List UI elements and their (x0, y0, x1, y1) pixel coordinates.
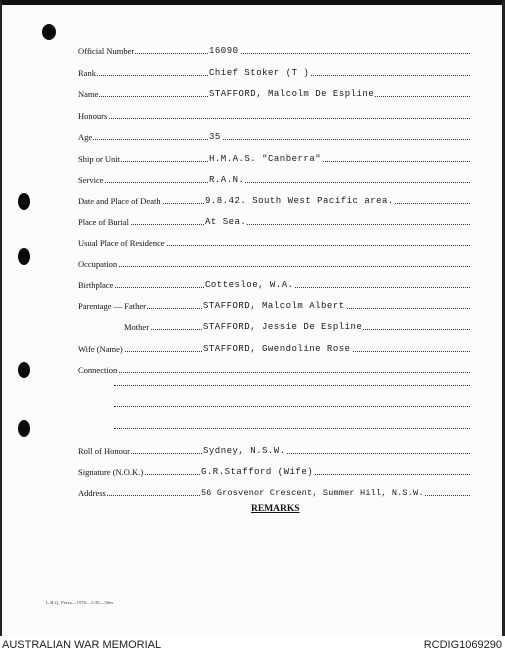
label-usual-residence: Usual Place of Residence (78, 238, 165, 248)
label-rank: Rank (78, 68, 96, 78)
label-honours: Honours (78, 111, 108, 121)
value-roll-of-honour: Sydney, N.S.W. (203, 446, 286, 456)
blank-line (114, 385, 470, 386)
label-connection: Connection (78, 365, 118, 375)
label-occupation: Occupation (78, 259, 118, 269)
label-date-place-death: Date and Place of Death (78, 196, 161, 206)
value-ship-or-unit: H.M.A.S. "Canberra" (209, 154, 322, 164)
value-name: STAFFORD, Malcolm De Espline (209, 89, 375, 99)
printer-imprint: L.H.Q. Press—1976—1/45—30m. (46, 600, 115, 605)
value-father: STAFFORD, Malcolm Albert (203, 301, 345, 311)
footer-institution: AUSTRALIAN WAR MEMORIAL (2, 639, 162, 651)
value-place-of-burial: At Sea. (205, 217, 247, 227)
label-ship-or-unit: Ship or Unit (78, 154, 121, 164)
label-wife: Wife (Name) (78, 344, 123, 354)
value-service: R.A.N. (209, 175, 245, 185)
value-age: 35 (209, 132, 221, 142)
label-place-of-burial: Place of Burial (78, 217, 129, 227)
value-rank: Chief Stoker (T ) (209, 68, 310, 78)
scan-top-edge (0, 0, 505, 5)
blank-line (114, 406, 470, 407)
remarks-heading: REMARKS (251, 504, 300, 514)
punch-hole (18, 193, 30, 210)
label-mother: Mother (124, 322, 150, 332)
punch-hole (18, 362, 30, 378)
label-roll-of-honour: Roll of Honour (78, 446, 130, 456)
value-birthplace: Cottesloe, W.A. (205, 280, 294, 290)
value-signature: G.R.Stafford (Wife) (201, 467, 314, 477)
archive-footer (0, 636, 505, 654)
punch-hole (42, 24, 56, 40)
label-official-number: Official Number (78, 46, 135, 56)
label-age: Age (78, 132, 93, 142)
value-wife: STAFFORD, Gwendoline Rose (203, 344, 351, 354)
label-service: Service (78, 175, 104, 185)
scan-left-edge (0, 0, 2, 636)
punch-hole (18, 248, 30, 265)
blank-line (114, 428, 470, 429)
value-official-number: 16090 (209, 46, 239, 56)
value-mother: STAFFORD, Jessie De Espline (203, 322, 363, 332)
label-father: Parentage — Father (78, 301, 146, 311)
footer-record-id: RCDIG1069290 (423, 639, 502, 651)
value-date-place-death: 9.8.42. South West Pacific area. (205, 196, 394, 206)
label-birthplace: Birthplace (78, 280, 114, 290)
value-address: 56 Grosvenor Crescent, Summer Hill, N.S.W. (201, 488, 424, 498)
label-name: Name (78, 89, 99, 99)
label-signature: Signature (N.O.K.) (78, 467, 144, 477)
label-address: Address (78, 488, 106, 498)
punch-hole (18, 420, 30, 437)
